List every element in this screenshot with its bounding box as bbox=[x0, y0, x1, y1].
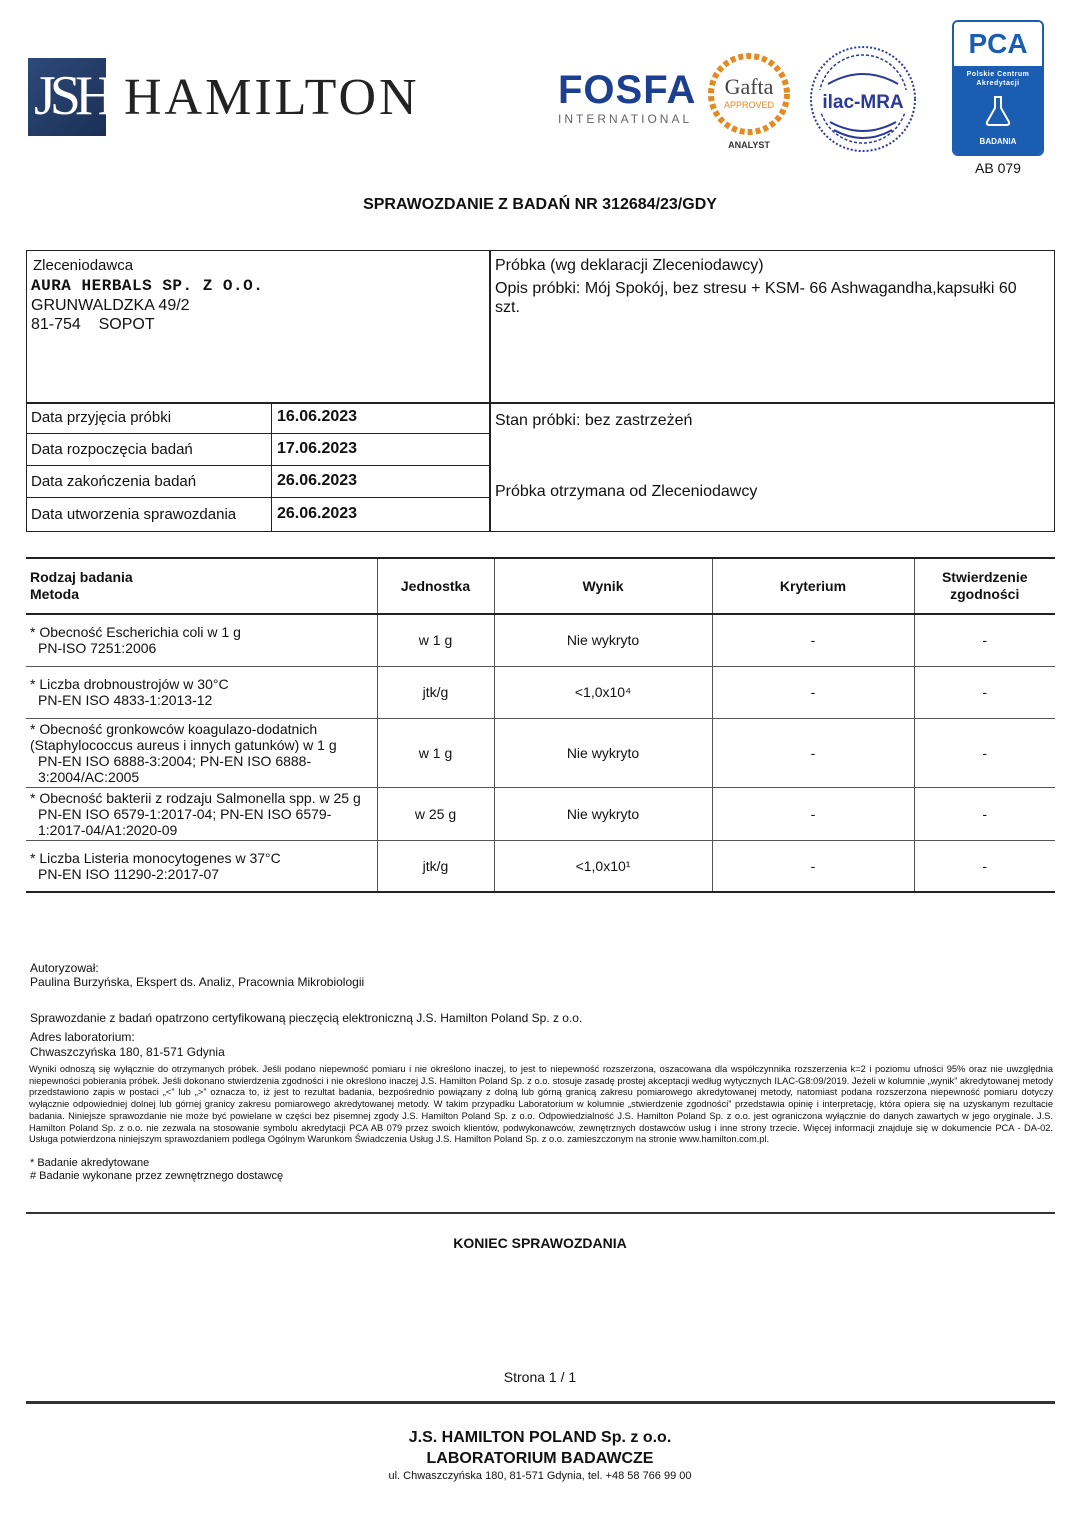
pca-name: PCA bbox=[954, 22, 1042, 66]
authorized-by: Paulina Burzyńska, Ekspert ds. Analiz, Pracownia Mikrobiologii bbox=[30, 975, 365, 989]
table-row bbox=[26, 718, 1055, 787]
flask-icon bbox=[983, 94, 1013, 128]
cell-unit: w 1 g bbox=[377, 718, 494, 787]
test-method: PN-EN ISO 6579-1:2017-04; PN-EN ISO 6579-1:2017-04/A1:2020-09 bbox=[38, 805, 332, 838]
lab-name: LABORATORIUM BADAWCZE bbox=[426, 1450, 654, 1467]
header-conformity-line2: zgodności bbox=[950, 586, 1020, 602]
legend-accredited: * Badanie akredytowane bbox=[30, 1157, 150, 1169]
cell-unit: jtk/g bbox=[377, 666, 494, 718]
sample-label: Próbka (wg deklaracji Zleceniodawcy) bbox=[495, 257, 764, 274]
page-number: Strona 1 / 1 bbox=[503, 1369, 577, 1385]
divider-top bbox=[26, 1212, 1055, 1214]
cell-unit: w 25 g bbox=[377, 787, 494, 840]
test-name: * Obecność bakterii z rodzaju Salmonella spp. w 25 g bbox=[30, 789, 361, 806]
report-title: SPRAWOZDANIE Z BADAŃ NR 312684/23/GDY bbox=[363, 196, 717, 213]
cell-conformity: - bbox=[914, 614, 1055, 666]
test-name: * Liczba Listeria monocytogenes w 37°C bbox=[30, 849, 281, 866]
header-result: Wynik bbox=[494, 558, 712, 614]
header-unit: Jednostka bbox=[377, 558, 494, 614]
cell-test bbox=[26, 787, 377, 840]
gafta-logo-analyst: ANALYST bbox=[728, 140, 770, 150]
legend-external: # Badanie wykonane przez zewnętrznego dostawcę bbox=[30, 1170, 284, 1182]
test-name: * Obecność gronkowców koagulazo-dodatnich (Staphylococcus aureus i innych gatunków) w 1 g bbox=[30, 720, 337, 753]
cell-result: <1,0x10⁴ bbox=[494, 666, 712, 718]
cell-unit: jtk/g bbox=[377, 840, 494, 892]
client-street: GRUNWALDZKA 49/2 bbox=[31, 297, 190, 314]
date-label-start: Data rozpoczęcia badań bbox=[31, 441, 193, 458]
date-value-received: 16.06.2023 bbox=[277, 408, 358, 425]
test-name: * Obecność Escherichia coli w 1 g bbox=[30, 624, 241, 641]
fosfa-logo bbox=[558, 70, 698, 126]
cell-unit: w 1 g bbox=[377, 614, 494, 666]
cell-test bbox=[26, 666, 377, 718]
cell-result: <1,0x10¹ bbox=[494, 840, 712, 892]
ilac-mra-name: ilac-MRA bbox=[822, 92, 904, 113]
table-row bbox=[26, 666, 1055, 718]
cell-result: Nie wykryto bbox=[494, 614, 712, 666]
cell-test bbox=[26, 614, 377, 666]
table-row bbox=[26, 787, 1055, 840]
date-label-end: Data zakończenia badań bbox=[31, 473, 197, 490]
gafta-wreath-icon bbox=[704, 52, 794, 152]
ilac-mra-emblem-icon bbox=[808, 44, 918, 154]
divider-bottom bbox=[26, 1401, 1055, 1404]
date-label-received: Data przyjęcia próbki bbox=[31, 409, 172, 426]
gafta-logo-name: Gafta bbox=[724, 74, 774, 99]
header-method: Metoda bbox=[30, 586, 79, 602]
gafta-logo bbox=[704, 52, 794, 152]
date-value-start: 17.06.2023 bbox=[277, 440, 358, 457]
hamilton-wordmark: HAMILTON bbox=[124, 68, 420, 126]
date-value-end: 26.06.2023 bbox=[277, 472, 358, 489]
cell-criterion: - bbox=[712, 614, 914, 666]
lab-address-label: Adres laboratorium: bbox=[30, 1030, 135, 1044]
cell-criterion: - bbox=[712, 718, 914, 787]
header-criterion: Kryterium bbox=[712, 558, 914, 614]
fosfa-logo-name: FOSFA bbox=[558, 68, 697, 112]
sample-condition: Stan próbki: bez zastrzeżeń bbox=[495, 412, 693, 429]
pca-line2: Akredytacji bbox=[976, 80, 1020, 87]
header-conformity bbox=[914, 558, 1055, 614]
lab-address: Chwaszczyńska 180, 81-571 Gdynia bbox=[30, 1045, 225, 1059]
end-of-report: KONIEC SPRAWOZDANIA bbox=[453, 1235, 627, 1251]
results-header-row bbox=[26, 558, 1055, 614]
header-conformity-line1: Stwierdzenie bbox=[941, 569, 1028, 585]
cell-conformity: - bbox=[914, 718, 1055, 787]
pca-accreditation-badge bbox=[952, 20, 1044, 156]
client-city: SOPOT bbox=[98, 316, 155, 333]
date-label-report: Data utworzenia sprawozdania bbox=[31, 506, 237, 523]
header-test-method bbox=[26, 558, 377, 614]
cell-conformity: - bbox=[914, 840, 1055, 892]
table-row bbox=[26, 614, 1055, 666]
client-label: Zleceniodawca bbox=[33, 257, 134, 274]
pca-badania: BADANIA bbox=[979, 137, 1017, 146]
client-postal-city bbox=[31, 316, 155, 334]
test-name: * Liczba drobnoustrojów w 30°C bbox=[30, 676, 229, 692]
sample-description: Opis próbki: Mój Spokój, bez stresu + KSM- 66 Ashwagandha,kapsułki 60 szt. bbox=[495, 280, 1017, 316]
company-address: ul. Chwaszczyńska 180, 81-571 Gdynia, tel. +48 58 766 99 00 bbox=[388, 1470, 692, 1482]
results-table bbox=[26, 557, 1055, 893]
cell-criterion: - bbox=[712, 666, 914, 718]
cell-criterion: - bbox=[712, 840, 914, 892]
table-row bbox=[26, 840, 1055, 892]
date-value-report: 26.06.2023 bbox=[277, 505, 358, 522]
cell-result: Nie wykryto bbox=[494, 718, 712, 787]
company-name: J.S. HAMILTON POLAND Sp. z o.o. bbox=[408, 1429, 672, 1446]
test-method: PN-EN ISO 6888-3:2004; PN-EN ISO 6888-3:2004/AC:2005 bbox=[38, 752, 312, 785]
cell-test bbox=[26, 718, 377, 787]
hamilton-logo bbox=[28, 58, 420, 136]
ilac-mra-logo bbox=[808, 44, 918, 154]
test-method: PN-EN ISO 4833-1:2013-12 bbox=[38, 692, 213, 708]
seal-note: Sprawozdanie z badań opatrzono certyfikowaną pieczęcią elektroniczną J.S. Hamilton Poland Sp. z o.o. bbox=[30, 1011, 583, 1025]
header-test: Rodzaj badania bbox=[30, 569, 133, 585]
pca-line1: Polskie Centrum bbox=[966, 71, 1030, 78]
fosfa-logo-sub: INTERNATIONAL bbox=[558, 112, 693, 126]
pca-badge-body bbox=[954, 66, 1042, 156]
cell-criterion: - bbox=[712, 787, 914, 840]
sample-origin: Próbka otrzymana od Zleceniodawcy bbox=[495, 483, 758, 500]
cell-conformity: - bbox=[914, 666, 1055, 718]
cell-test bbox=[26, 840, 377, 892]
cell-result: Nie wykryto bbox=[494, 787, 712, 840]
jsh-monogram bbox=[28, 58, 110, 136]
client-sample-info-box bbox=[26, 250, 1055, 532]
gafta-logo-approved: APPROVED bbox=[723, 100, 775, 110]
fine-print-disclaimer: Wyniki odnoszą się wyłącznie do otrzymanych próbek. Jeśli podano niepewność pomiaru i nie określono inaczej, to jest to niepewność rozszerzona, oszacowana dla współczynnika rozszerzenia k=2 i poziomu ufności 95% oraz nie uwzględnia niepewności pobierania próbek. Jeśli dokonano stwierdzenia zgodności i nie określono inaczej J.S. Hamilton Poland Sp. z o.o. stosuje zasadę prostej akceptacji według wytycznych ILAC-G8:09/2019. Jeżeli w kolumnie „wynik” akredytowanej metody przedstawiono zapis w postaci „<” lub „>” oznacza to, iż jest to rezultat badania, bezpośrednio powiązany z dolną lub górną granicą zakresu pomiarowego akredytowanej metody, natomiast podana rozszerzona niepewność pomiaru dotyczy wyłącznie odpowiedniej dolnej lub górnej granicy zakresu pomiarowego akredytowanej metody. W takim przypadku Laboratorium w kolumnie „stwierdzenie zgodności” przedstawia opinię i interpretację, która opiera się na uzyskanym rezultacie badania. Niniejsze sprawozdanie nie może być powielane w części bez pisemnej zgody J.S. Hamilton Poland Sp. z o.o. Odpowiedzialność J.S. Hamilton Poland Sp. z o.o. jest ograniczona wyłącznie do danych zawartych w jego oryginale. J.S. Hamilton Poland Sp. z o.o. nie zezwala na stosowanie symbolu akredytacji PCA AB 079 przez swoich klientów, podwykonawców, zewnętrznych dostawców usług i inne strony trzecie. Więcej informacji znajduje się w dokumencie PCA - DA-02. Usługa potwierdzona niniejszym sprawozdaniem podlega Ogólnym Warunkom Świadczenia Usług J.S. Hamilton Poland Sp. z o.o. zamieszczonym na stronie www.hamilton.com.pl. bbox=[29, 1064, 1053, 1145]
cell-conformity: - bbox=[914, 787, 1055, 840]
client-name: AURA HERBALS SP. Z O.O. bbox=[31, 277, 264, 295]
authorized-label: Autoryzował: bbox=[30, 961, 99, 975]
jsh-monogram-text: JSH bbox=[34, 65, 110, 127]
accreditation-code: AB 079 bbox=[975, 160, 1021, 176]
test-method: PN-ISO 7251:2006 bbox=[38, 640, 157, 657]
test-method: PN-EN ISO 11290-2:2017-07 bbox=[38, 865, 220, 882]
client-postal: 81-754 bbox=[31, 316, 81, 333]
